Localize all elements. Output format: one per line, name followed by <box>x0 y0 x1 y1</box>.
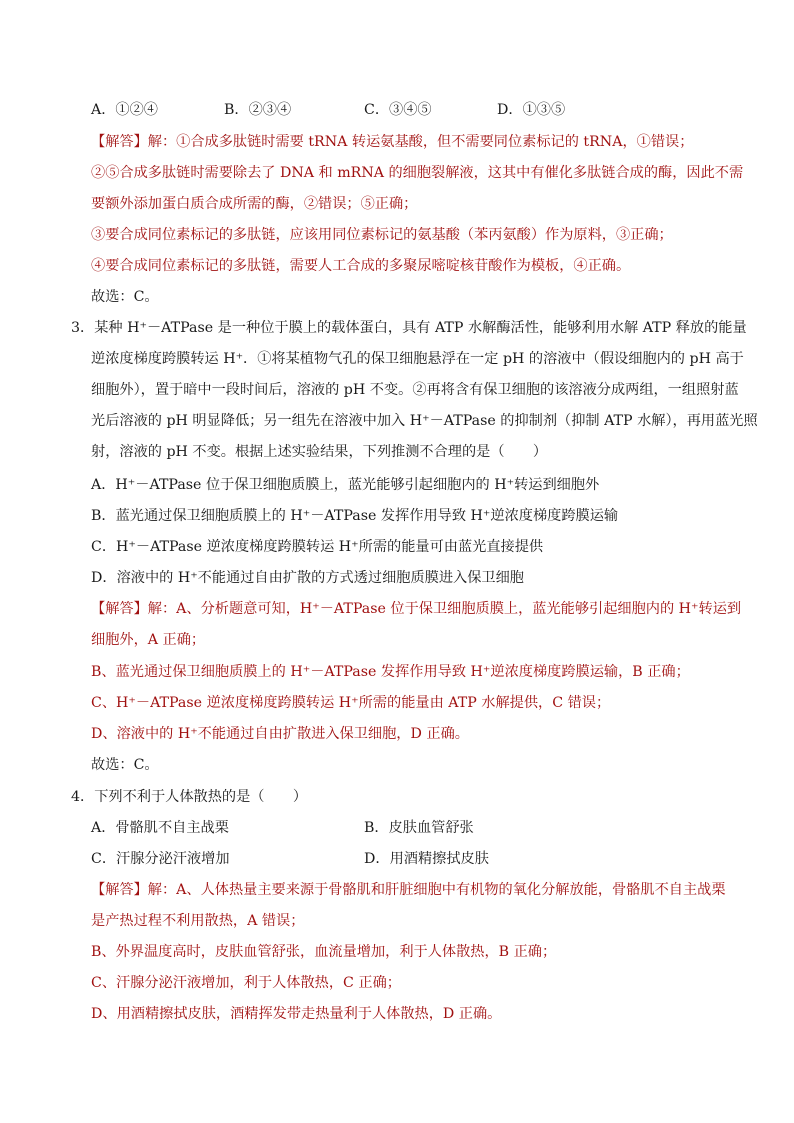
q2-answer-line-5: ④要合成同位素标记的多肽链，需要人工合成的多聚尿嘧啶核苷酸作为模板，④正确。 <box>91 258 631 274</box>
q4-answer-line-4: C、汗腺分泌汗液增加，利于人体散热，C 正确； <box>91 975 401 991</box>
q3-option-a: A．H⁺－ATPase 位于保卫细胞质膜上，蓝光能够引起细胞内的 H⁺转运到细胞外 <box>91 477 600 493</box>
q4-option-b: B．皮肤血管舒张 <box>364 820 474 836</box>
q3-option-d: D．溶液中的 H⁺不能通过自由扩散的方式透过细胞质膜进入保卫细胞 <box>91 570 524 586</box>
q3-stem-line-5: 射，溶液的 pH 不变。根据上述实验结果，下列推测不合理的是（ ） <box>91 444 548 460</box>
q4-answer-text-1: 解：A、人体热量主要来源于骨骼肌和肝脏细胞中有机物的氧化分解放能，骨骼肌不自主战栗 <box>147 882 726 898</box>
q4-answer-tag: 【解答】 <box>91 882 148 898</box>
q2-option-b: B．②③④ <box>224 102 292 118</box>
q4-option-a: A．骨骼肌不自主战栗 <box>91 820 229 836</box>
q2-answer-text-1: 解：①合成多肽链时需要 tRNA 转运氨基酸，但不需要同位素标记的 tRNA，①错误； <box>147 134 694 150</box>
q2-conclusion: 故选：C。 <box>91 289 159 305</box>
q3-answer-tag: 【解答】 <box>91 601 148 617</box>
q4-option-c: C．汗腺分泌汗液增加 <box>91 851 230 867</box>
q3-stem-line-1: 3．某种 H⁺－ATPase 是一种位于膜上的载体蛋白，具有 ATP 水解酶活性，能够利用水解 ATP 释放的能量 <box>71 320 747 336</box>
q3-option-c: C．H⁺－ATPase 逆浓度梯度跨膜转运 H⁺所需的能量可由蓝光直接提供 <box>91 539 544 555</box>
q2-answer-line-3: 要额外添加蛋白质合成所需的酶，②错误；⑤正确； <box>91 196 418 212</box>
q3-answer-line-5: D、溶液中的 H⁺不能通过自由扩散进入保卫细胞，D 正确。 <box>91 726 469 742</box>
q3-stem-line-4: 光后溶液的 pH 明显降低；另一组先在溶液中加入 H⁺－ATPase 的抑制剂（抑制 ATP 水解），再用蓝光照 <box>91 413 758 429</box>
q3-answer-line-4: C、H⁺－ATPase 逆浓度梯度跨膜转运 H⁺所需的能量由 ATP 水解提供，C 错误； <box>91 695 611 711</box>
q3-conclusion: 故选：C。 <box>91 757 159 773</box>
q3-stem-line-2: 逆浓度梯度跨膜转运 H⁺．①将某植物气孔的保卫细胞悬浮在一定 pH 的溶液中（假设细胞内的 pH 高于 <box>91 351 744 367</box>
q4-option-d: D．用酒精擦拭皮肤 <box>364 851 489 867</box>
q3-answer-line-2: 细胞外，A 正确； <box>91 632 206 648</box>
q4-answer-line-1 <box>91 880 726 900</box>
q2-answer-line-4: ③要合成同位素标记的多肽链，应该用同位素标记的氨基酸（苯丙氨酸）作为原料，③正确； <box>91 227 673 243</box>
q4-answer-line-5: D、用酒精擦拭皮肤，酒精挥发带走热量利于人体散热，D 正确。 <box>91 1006 502 1022</box>
q3-answer-line-1 <box>91 599 741 619</box>
q4-answer-line-2: 是产热过程不利用散热，A 错误； <box>91 913 305 929</box>
q3-option-b: B．蓝光通过保卫细胞质膜上的 H⁺－ATPase 发挥作用导致 H⁺逆浓度梯度跨膜运输 <box>91 508 619 524</box>
q2-option-a: A．①②④ <box>91 102 158 118</box>
q3-stem-line-3: 细胞外），置于暗中一段时间后，溶液的 pH 不变。②再将含有保卫细胞的该溶液分成两组，一组照射蓝 <box>91 382 739 398</box>
q3-answer-line-3: B、蓝光通过保卫细胞质膜上的 H⁺－ATPase 发挥作用导致 H⁺逆浓度梯度跨膜运输，B 正确； <box>91 664 690 680</box>
q4-stem: 4．下列不利于人体散热的是（ ） <box>71 789 308 805</box>
q3-answer-text-1: 解：A、分析题意可知，H⁺－ATPase 位于保卫细胞质膜上，蓝光能够引起细胞内的 H⁺转运到 <box>147 601 742 617</box>
q2-answer-tag: 【解答】 <box>91 134 148 150</box>
q2-option-c: C．③④⑤ <box>364 102 432 118</box>
q2-option-d: D．①③⑤ <box>497 102 566 118</box>
q4-answer-line-3: B、外界温度高时，皮肤血管舒张，血流量增加，利于人体散热，B 正确； <box>91 944 557 960</box>
q2-answer-line-2: ②⑤合成多肽链时需要除去了 DNA 和 mRNA 的细胞裂解液，这其中有催化多肽链合成的酶，因此不需 <box>91 165 744 181</box>
q2-answer-line-1 <box>91 132 693 152</box>
